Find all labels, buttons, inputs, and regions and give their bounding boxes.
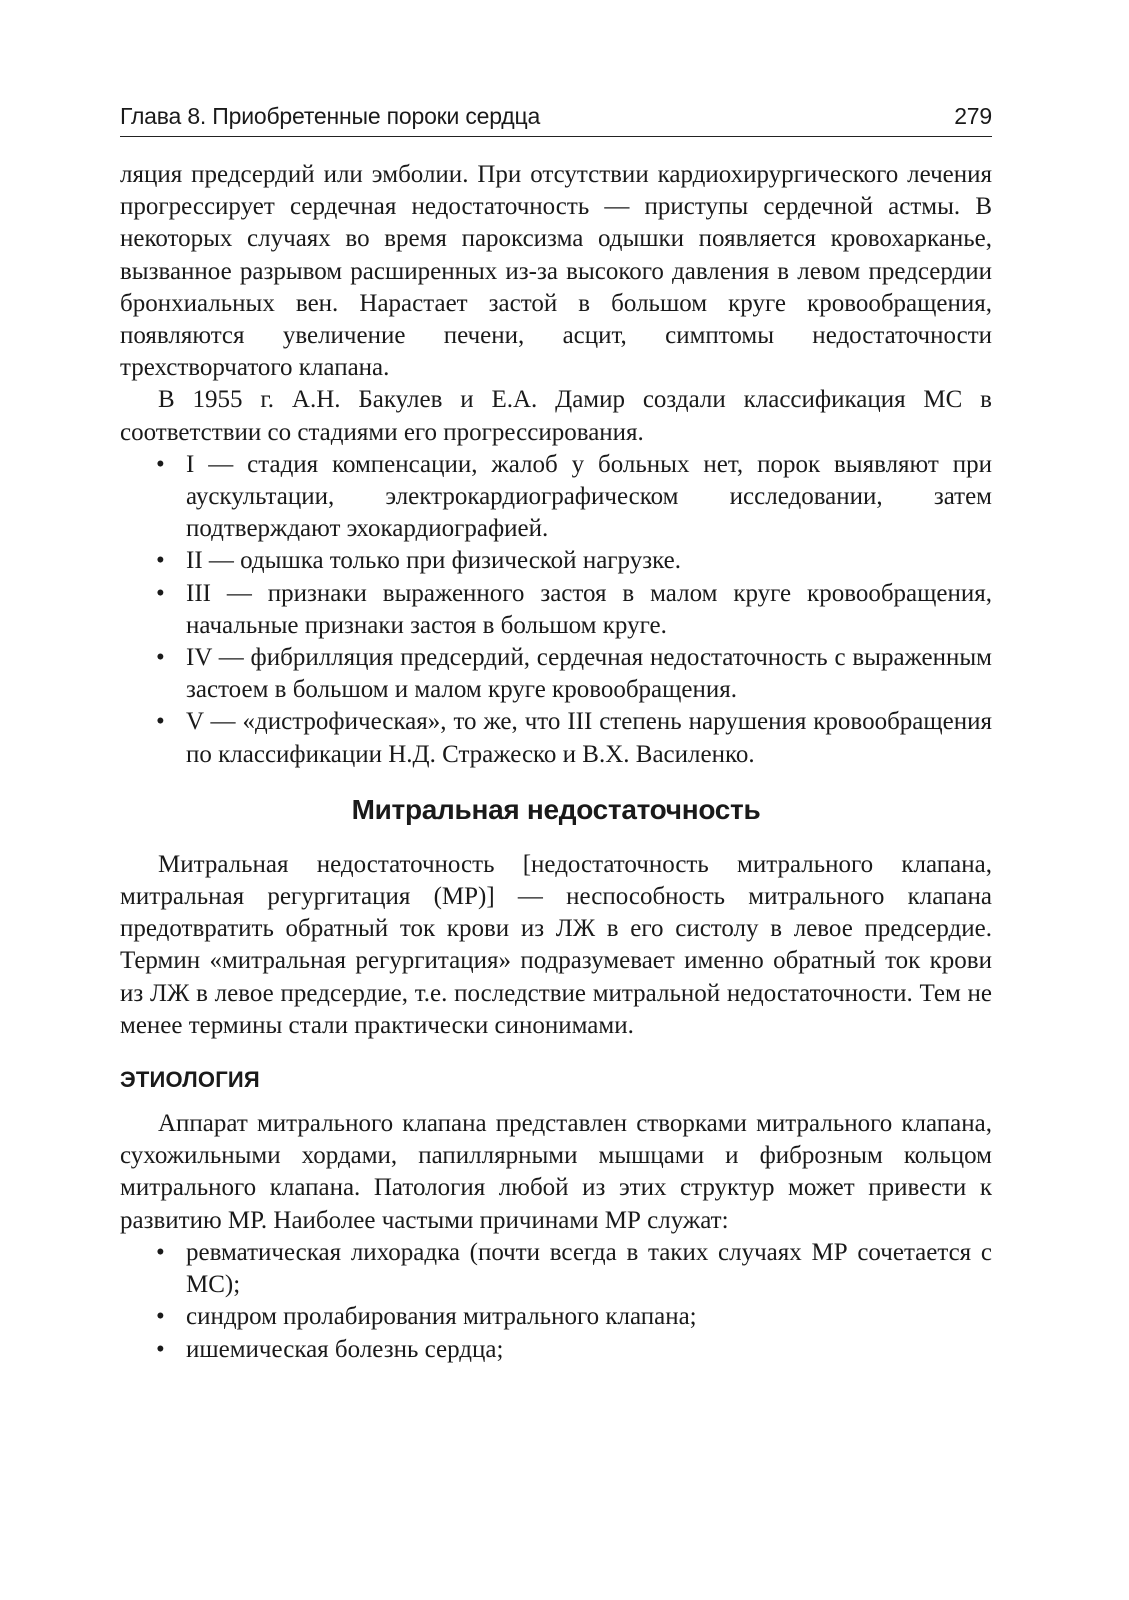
page-number: 279 (954, 103, 992, 129)
cause-text: ревматическая лихорадка (почти всегда в таких случаях МР сочетается с МС); (186, 1238, 992, 1299)
cause-text: синдром пролабирования митрального клапана; (186, 1303, 697, 1331)
list-item (156, 578, 992, 642)
classification-intro: В 1955 г. А.Н. Бакулев и Е.А. Дамир создали классификация МС в соответствии со стадиями его прогрессирования. (120, 386, 992, 446)
continued-paragraph: ляция предсердий или эмболии. При отсутствии кардиохирургического лечения прогрессирует сердечная недостаточность — приступы сердечной астмы. В некоторых случаях во время пароксизма одышки появляется кровохарканье, вызванное разрывом расширенных из-за высокого давления в левом предсердии бронхиальных вен. Нарастает застой в большом круге кровообращения, появляются увеличение печени, асцит, симптомы недостаточности трехстворчатого клапана. (120, 161, 992, 382)
list-item (156, 1237, 992, 1301)
etiology-paragraph: Аппарат митрального клапана представлен створками митрального клапана, сухожильными хордами, папиллярными мышцами и фиброзным кольцом митрального клапана. Патология любой из этих структур может привести к развитию МР. Наиболее частыми причинами МР служат: (120, 1110, 992, 1234)
list-item (156, 449, 992, 546)
causes-list (120, 1237, 992, 1366)
bullet: • (156, 1335, 165, 1363)
list-item (156, 642, 992, 706)
stage-text: II — одышка только при физической нагрузке. (186, 547, 681, 575)
section-paragraph: Митральная недостаточность [недостаточность митрального клапана, митральная регургитация (МР)] — неспособность митрального клапана предотвратить обратный ток крови из ЛЖ в его систолу в левое предсердие. Термин «митральная регургитация» подразумевает именно обратный ток крови из ЛЖ в левое предсердие, т.е. последствие митральной недостаточности. Тем не менее термины стали практически синонимами. (120, 850, 992, 1039)
chapter-title: Глава 8. Приобретенные пороки сердца (120, 103, 541, 129)
bullet: • (156, 579, 165, 607)
cause-text: ишемическая болезнь сердца; (186, 1335, 504, 1363)
bullet: • (156, 708, 165, 736)
book-page (120, 102, 992, 1366)
running-header (120, 102, 992, 137)
list-item (156, 545, 992, 577)
subsection-title: ЭТИОЛОГИЯ (120, 1067, 260, 1093)
bullet: • (156, 547, 165, 575)
section-title: Митральная недостаточность (351, 793, 761, 825)
bullet: • (156, 1303, 165, 1331)
list-item (156, 1301, 992, 1333)
stage-text: V — «дистрофическая», то же, что III степень нарушения кровообращения по классификации Н.Д. Стражеско и В.Х. Василенко. (186, 708, 992, 768)
bullet: • (156, 644, 165, 672)
stage-list (120, 449, 992, 771)
bullet: • (156, 450, 165, 478)
bullet: • (156, 1238, 165, 1266)
list-item (156, 706, 992, 770)
list-item (156, 1334, 992, 1366)
stage-text: IV — фибрилляция предсердий, сердечная недостаточность с выраженным застоем в большом и малом круге кровообращения. (186, 644, 992, 704)
page-body (120, 159, 992, 1366)
stage-text: I — стадия компенсации, жалоб у больных нет, порок выявляют при аускультации, электрокардиографическом исследовании, затем подтверждают эхокардиографией. (186, 450, 992, 543)
stage-text: III — признаки выраженного застоя в малом круге кровообращения, начальные признаки застоя в большом круге. (186, 579, 992, 639)
